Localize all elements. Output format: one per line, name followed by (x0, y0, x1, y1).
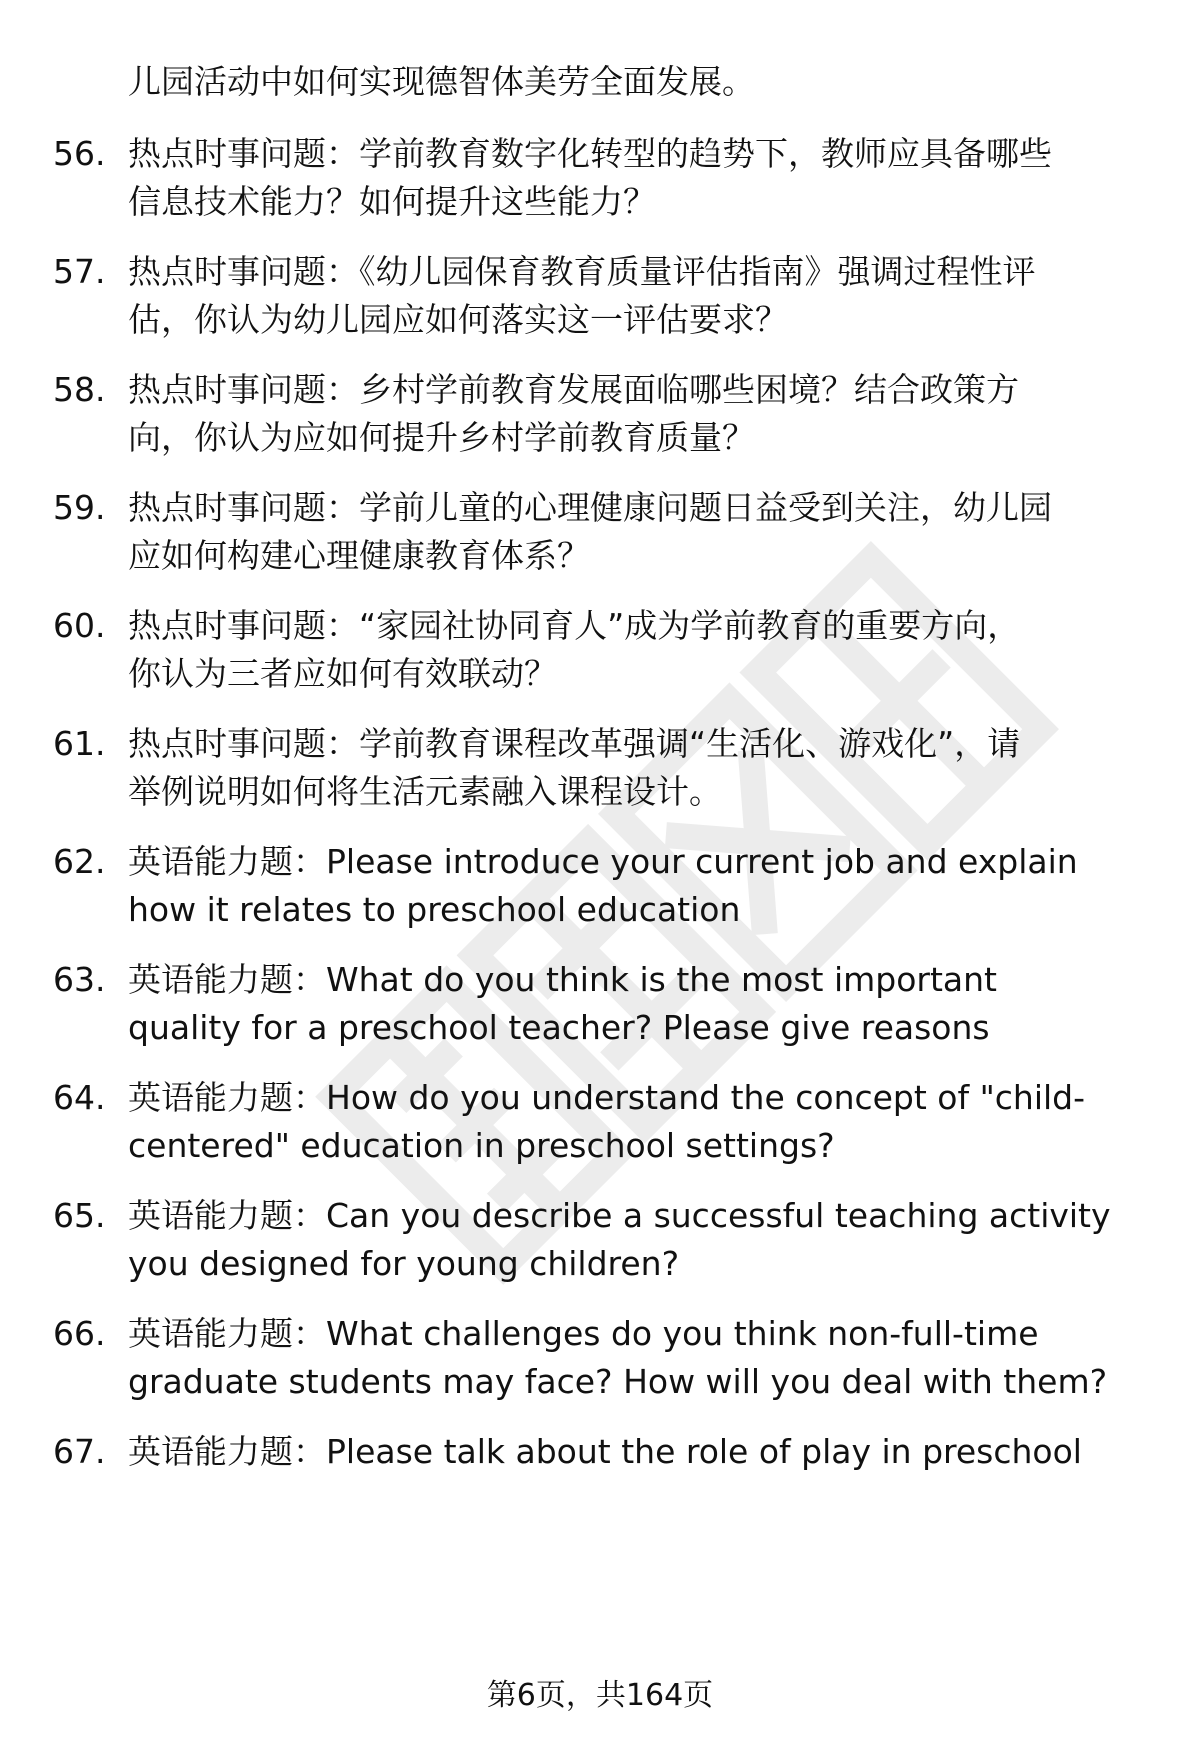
item-line: 信息技术能力？如何提升这些能力？ (128, 182, 656, 221)
item-text (128, 130, 1168, 226)
item-number: 67. (53, 1432, 106, 1471)
item-line: 向，你认为应如何提升乡村学前教育质量？ (128, 418, 755, 457)
continuation-text: 儿园活动中如何实现德智体美劳全面发展。 (128, 62, 755, 101)
item-line: 应如何构建心理健康教育体系？ (128, 536, 590, 575)
item-text (128, 484, 1168, 580)
item-line: 热点时事问题：学前教育课程改革强调“生活化、游戏化”，请 (128, 724, 1021, 763)
item-text (128, 956, 1168, 1052)
item-line: 英语能力题：How do you understand the concept of "child- (128, 1078, 1086, 1117)
item-line: 英语能力题：Can you describe a successful teaching activity (128, 1196, 1111, 1235)
item-text (128, 1074, 1168, 1170)
page-number-footer: 第6页，共164页 (486, 1678, 714, 1713)
item-line: 估，你认为幼儿园应如何落实这一评估要求？ (128, 300, 788, 339)
item-number: 63. (53, 960, 106, 999)
item-line: quality for a preschool teacher? Please give reasons (128, 1008, 990, 1047)
item-number: 65. (53, 1196, 106, 1235)
item-line: graduate students may face? How will you deal with them? (128, 1362, 1108, 1401)
item-line: 热点时事问题：乡村学前教育发展面临哪些困境？结合政策方 (128, 370, 1019, 409)
item-line: 英语能力题：What do you think is the most important (128, 960, 997, 999)
item-line: 热点时事问题：学前教育数字化转型的趋势下，教师应具备哪些 (128, 134, 1052, 173)
item-number: 61. (53, 724, 106, 763)
item-line: how it relates to preschool education (128, 890, 741, 929)
item-number: 60. (53, 606, 106, 645)
item-line: 你认为三者应如何有效联动？ (128, 654, 557, 693)
item-line: 热点时事问题：《幼儿园保育教育质量评估指南》强调过程性评 (128, 252, 1036, 291)
item-line: 热点时事问题：“家园社协同育人”成为学前教育的重要方向， (128, 606, 1021, 645)
item-text (128, 720, 1168, 816)
item-line: 举例说明如何将生活元素融入课程设计。 (128, 772, 722, 811)
item-text (128, 1428, 1168, 1476)
item-number: 66. (53, 1314, 106, 1353)
item-line: you designed for young children? (128, 1244, 680, 1283)
item-number: 56. (53, 134, 106, 173)
item-text (128, 248, 1168, 344)
item-line: centered" education in preschool settings? (128, 1126, 835, 1165)
item-number: 59. (53, 488, 106, 527)
item-number: 58. (53, 370, 106, 409)
item-number: 57. (53, 252, 106, 291)
item-text (128, 1192, 1168, 1288)
item-line: 英语能力题：Please introduce your current job and explain (128, 842, 1078, 881)
item-number: 64. (53, 1078, 106, 1117)
item-line: 热点时事问题：学前儿童的心理健康问题日益受到关注，幼儿园 (128, 488, 1052, 527)
item-text (128, 1310, 1168, 1406)
item-text (128, 838, 1168, 934)
item-line: 英语能力题：What challenges do you think non-full-time (128, 1314, 1039, 1353)
item-line: 英语能力题：Please talk about the role of play in preschool (128, 1432, 1082, 1471)
item-number: 62. (53, 842, 106, 881)
item-text (128, 366, 1168, 462)
item-text (128, 602, 1168, 698)
